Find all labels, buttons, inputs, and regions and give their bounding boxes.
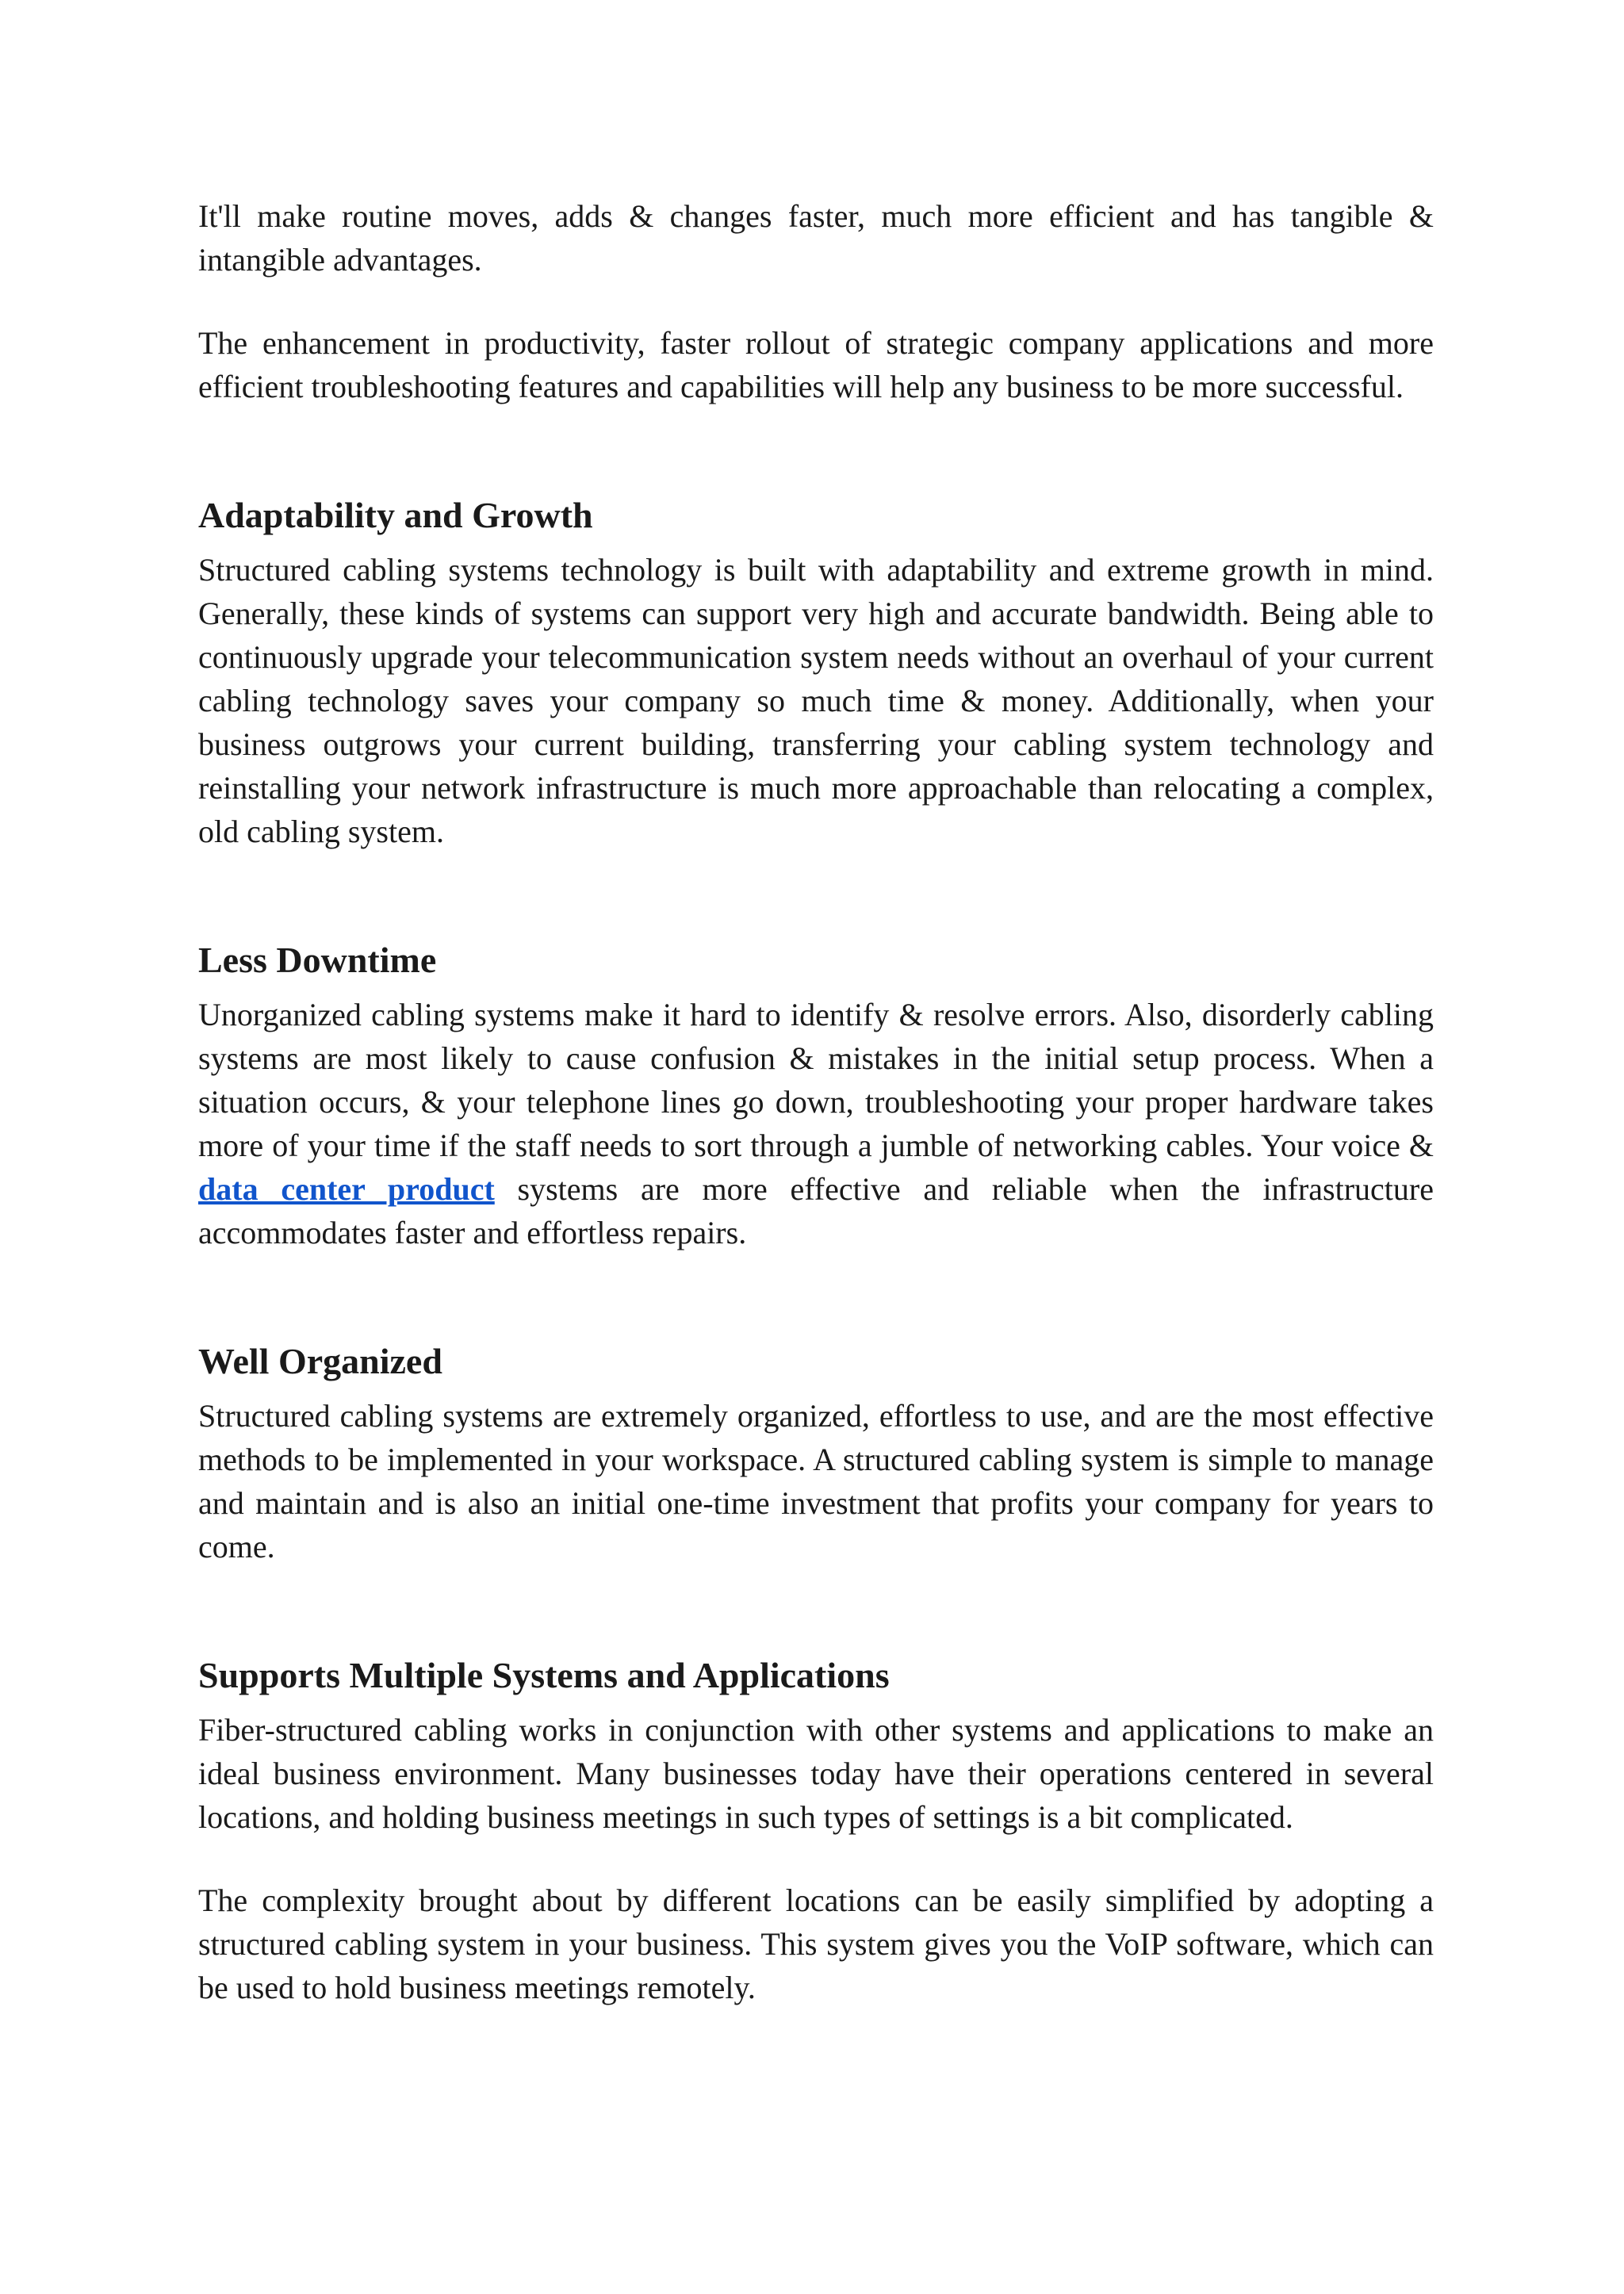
section-heading: Supports Multiple Systems and Applications [198, 1655, 890, 1695]
section-multiple-systems [198, 1653, 1434, 2009]
paragraph-spacer [198, 1839, 1434, 1878]
section-spacer [198, 408, 1434, 492]
body-text-before-link: Unorganized cabling systems make it hard to identify & resolve errors. Also, disorderly cabling systems are most likely to cause confusion & mistakes in the initial setup process. When a situation occurs, & your telephone lines go down, troubleshooting your proper hardware takes more of your time if the staff needs to sort through a jumble of networking cables. Your voice & [198, 997, 1434, 1163]
section-heading: Less Downtime [198, 940, 437, 980]
paragraph-spacer [198, 281, 1434, 321]
intro-paragraph-2: The enhancement in productivity, faster rollout of strategic company applications and more efficient troubleshooting features and capabilities will help any business to be more successful. [198, 325, 1434, 404]
section-well-organized [198, 1338, 1434, 1568]
section-heading: Adaptability and Growth [198, 495, 593, 535]
section-body-2: The complexity brought about by different locations can be easily simplified by adopting a structured cabling system in your business. This system gives you the VoIP software, which can be used to hold business meetings remotely. [198, 1882, 1434, 2005]
section-heading: Well Organized [198, 1341, 442, 1381]
section-less-downtime [198, 937, 1434, 1254]
section-body: Structured cabling systems are extremely organized, effortless to use, and are the most effective methods to be implemented in your workspace. A structured cabling system is simple to manage and maintain and is also an initial one-time investment that profits your company for years to come. [198, 1398, 1434, 1564]
section-body: Structured cabling systems technology is built with adaptability and extreme growth in mind. Generally, these kinds of systems can support very high and accurate bandwidth. Being able to continuously upgrade your telecommunication system needs without an overhaul of your current cabling technology saves your company so much time & money. Additionally, when your business outgrows your current building, transferring your cabling system technology and reinstalling your network infrastructure is much more approachable than relocating a complex, old cabling system. [198, 552, 1434, 849]
section-spacer [198, 1568, 1434, 1653]
section-adaptability [198, 492, 1434, 853]
section-body: Fiber-structured cabling works in conjunction with other systems and applications to make an ideal business environment. Many businesses today have their operations centered in several locations, and holding business meetings in such types of settings is a bit complicated. [198, 1712, 1434, 1835]
body-text-after-link: systems are more effective and reliable when the infrastructure accommodates faster and effortless repairs. [198, 1171, 1434, 1250]
data-center-product-link[interactable]: data center product [198, 1171, 495, 1207]
intro-paragraph-1: It'll make routine moves, adds & changes faster, much more efficient and has tangible & intangible advantages. [198, 198, 1434, 278]
section-spacer [198, 1254, 1434, 1338]
section-body [198, 993, 1434, 1254]
document-page [198, 194, 1434, 2009]
section-spacer [198, 853, 1434, 937]
